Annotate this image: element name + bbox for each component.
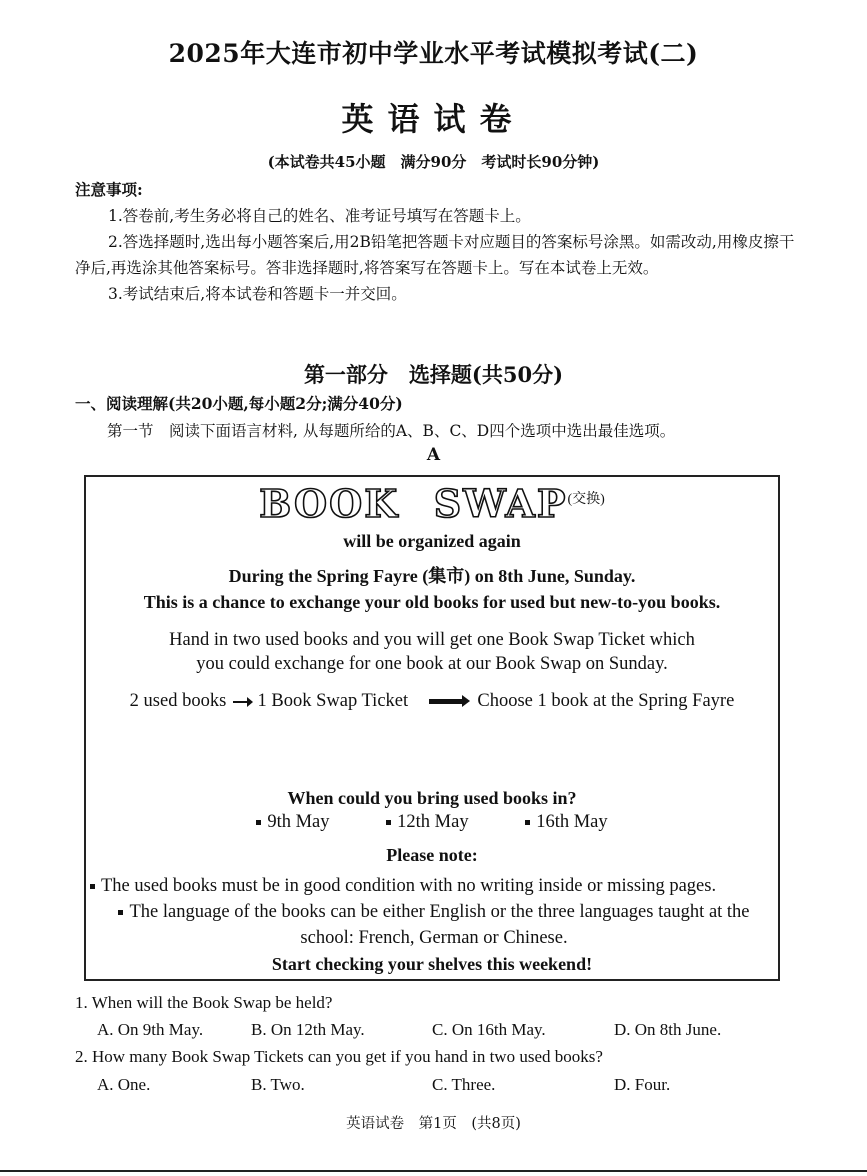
notice-item-2: 2.答选择题时,选出每小题答案后,用2B铅笔把答题卡对应题目的答案标号涂黑。如需改动,用橡皮擦干净后,再选涂其他答案标号。答非选择题时,将答案写在答题卡上。写在本试卷上无效。 [75, 233, 795, 277]
flow-step-3: Choose 1 book at the Spring Fayre [477, 691, 735, 711]
question-1-option-a[interactable]: A. On 9th May. [97, 1020, 204, 1039]
question-2-option-a[interactable]: A. One. [97, 1075, 151, 1094]
closing-line: Start checking your shelves this weekend! [271, 954, 593, 974]
hand-in-line: Hand in two used books and you will get one Book Swap Ticket which [169, 630, 695, 650]
question-2-stem: 2. How many Book Swap Tickets can you get if you hand in two used books? [75, 1047, 603, 1066]
bullet-icon [118, 910, 123, 915]
exchange-chance-line: This is a chance to exchange your old books for used but new-to-you books. [143, 592, 721, 612]
part-title: 第一部分 选择题(共50分) [303, 362, 564, 387]
bullet-icon [256, 820, 261, 825]
notice-section [75, 177, 795, 307]
question-2-option-b[interactable]: B. Two. [251, 1075, 305, 1094]
notice-item-3: 3.考试结束后,将本试卷和答题卡一并交回。 [108, 285, 407, 303]
question-2-option-c[interactable]: C. Three. [432, 1075, 496, 1094]
exam-info: (本试卷共45小题 满分90分 考试时长90分钟) [267, 153, 600, 171]
section-title: 一、阅读理解(共20小题,每小题2分;满分40分) [75, 394, 403, 413]
please-note-heading: Please note: [386, 845, 478, 865]
organized-line: will be organized again [343, 531, 521, 551]
page-footer: 英语试卷 第1页 (共8页) [346, 1116, 521, 1132]
arrow-right-icon [233, 701, 251, 703]
question-1-option-b[interactable]: B. On 12th May. [251, 1020, 365, 1039]
title-word-book: BOOK [259, 481, 400, 526]
dates-list [86, 812, 778, 833]
date-item: 16th May [525, 812, 607, 833]
arrow-right-bold-icon [429, 699, 463, 704]
notice-item-1: 1.答卷前,考生务必将自己的姓名、准考证号填写在答题卡上。 [108, 207, 531, 225]
notice-heading: 注意事项: [75, 180, 143, 199]
question-2-option-d[interactable]: D. Four. [614, 1075, 671, 1094]
title-note: (交换) [567, 492, 605, 507]
section-instruction: 第一节 阅读下面语言材料, 从每题所给的A、B、C、D四个选项中选出最佳选项。 [107, 422, 676, 440]
flow-step-1: 2 used books [129, 691, 227, 711]
exam-title: 2025年大连市初中学业水平考试模拟考试(二) [168, 39, 699, 68]
spring-fayre-line: During the Spring Fayre (集市) on 8th June, Sunday. [228, 566, 636, 586]
bottom-divider [0, 1170, 867, 1172]
exchange-line: you could exchange for one book at our Book Swap on Sunday. [196, 654, 668, 674]
question-1-stem: 1. When will the Book Swap be held? [75, 993, 333, 1012]
bullet-icon [90, 884, 95, 889]
passage-label: A [426, 445, 441, 465]
bullet-icon [525, 820, 530, 825]
date-item: 9th May [256, 812, 329, 833]
swap-flow [86, 691, 778, 712]
when-heading: When could you bring used books in? [287, 788, 577, 808]
book-swap-notice [84, 475, 780, 981]
title-word-swap: SWAP [433, 481, 568, 526]
date-item: 12th May [386, 812, 468, 833]
book-swap-title [86, 481, 778, 527]
flow-step-2: 1 Book Swap Ticket [257, 691, 409, 711]
rule-1: The used books must be in good condition with no writing inside or missing pages. [90, 873, 778, 899]
rule-2: The language of the books can be either English or the three languages taught at the school: French, German or Chinese. [90, 899, 778, 951]
question-1-option-d[interactable]: D. On 8th June. [614, 1020, 722, 1039]
subject-title: 英语试卷 [341, 100, 526, 138]
question-1-option-c[interactable]: C. On 16th May. [432, 1020, 546, 1039]
bullet-icon [386, 820, 391, 825]
